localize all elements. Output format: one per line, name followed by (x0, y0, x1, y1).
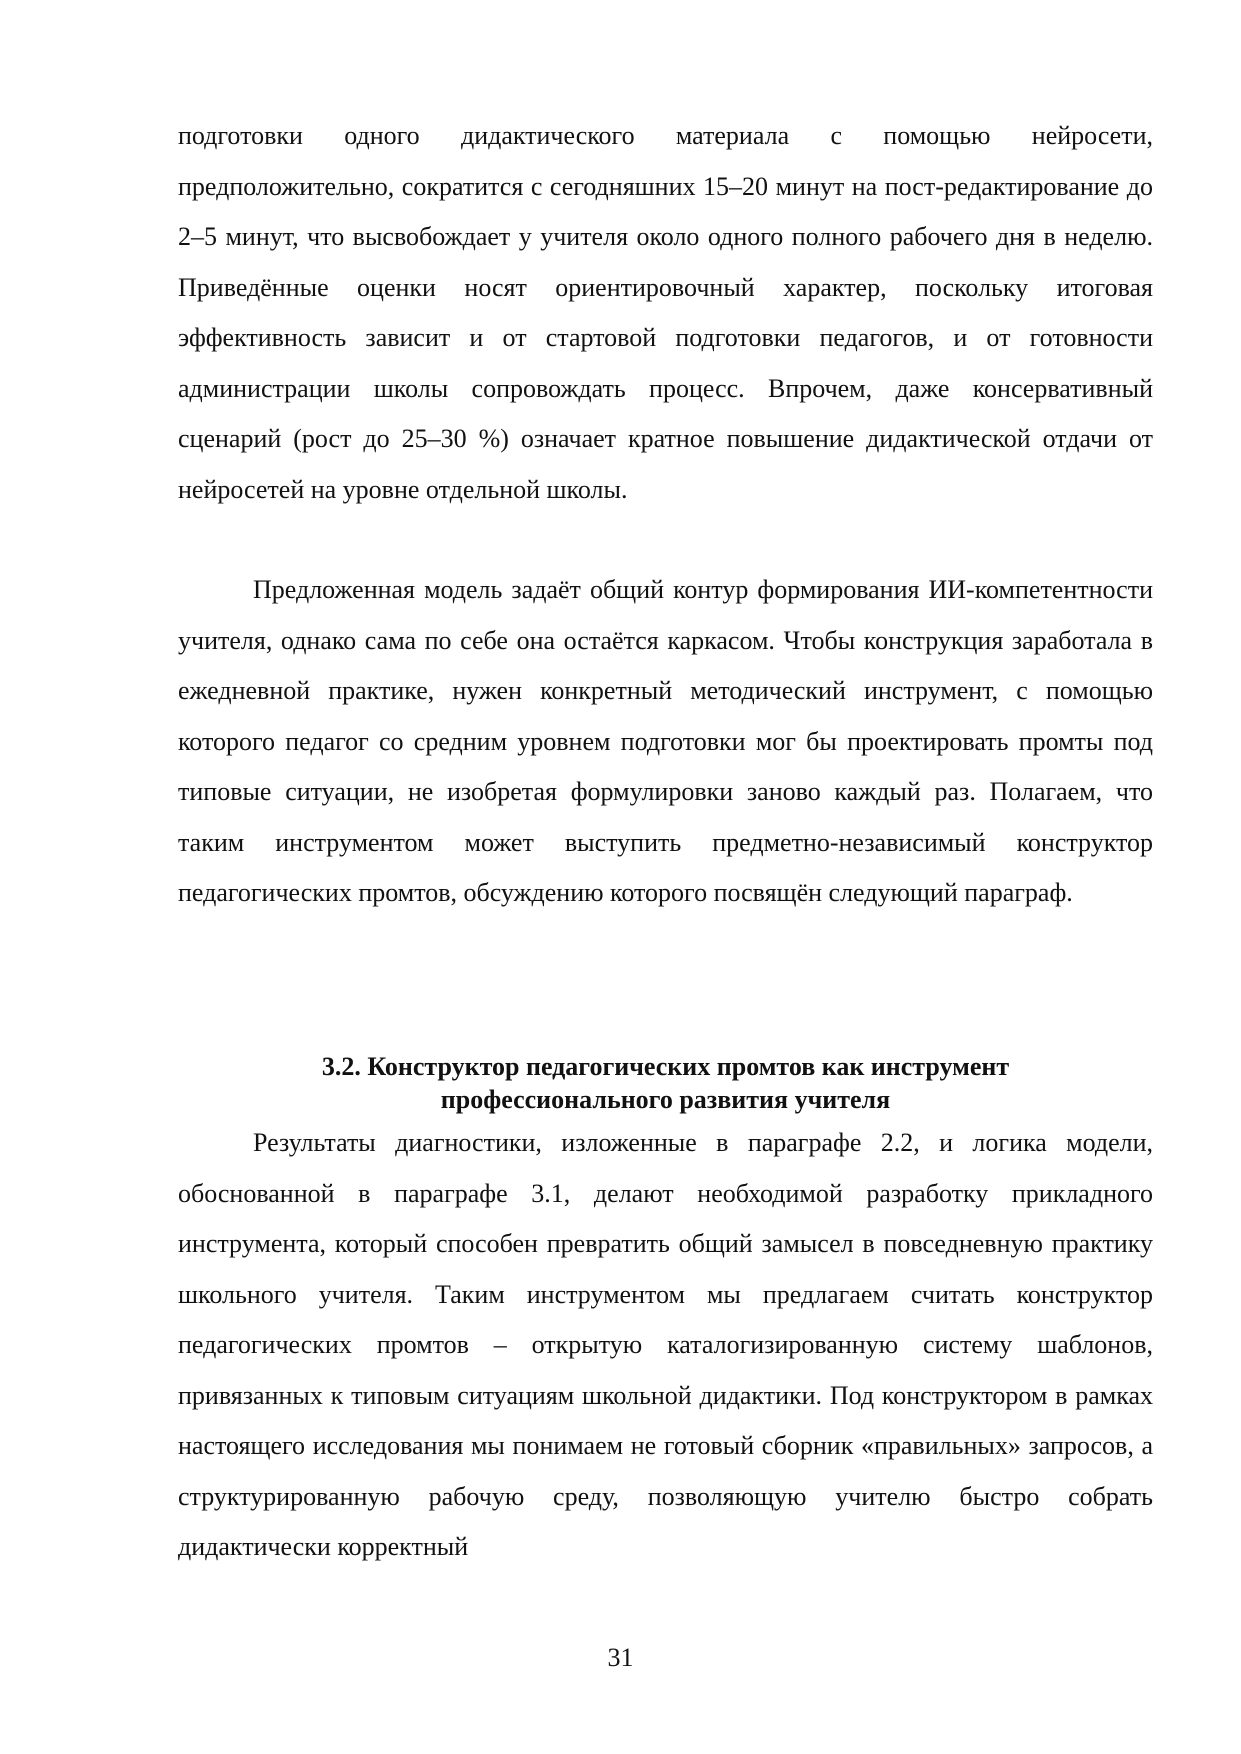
body-paragraph: Результаты диагностики, изложенные в параграфе 2.2, и логика модели, обоснованной в параграфе 3.1, делают необходимой разработку прикладного инструмента, который способен превратить общий замысел в повседневную практику школьного учителя. Таким инструментом мы предлагаем считать конструктор педагогических промтов – открытую каталогизированную систему шаблонов, привязанных к типовым ситуациям школьной дидактики. Под конструктором в рамках настоящего исследования мы понимаем не готовый сборник «правильных» запросов, а структурированную рабочую среду, позволяющую учителю быстро собрать дидактически корректный (178, 1128, 1153, 1561)
section-heading-line: профессионального развития учителя (440, 1085, 891, 1114)
page-number: 31 (607, 1643, 634, 1672)
section-heading (178, 1050, 1153, 1116)
section-heading-line: 3.2. Конструктор педагогических промтов как инструмент (321, 1052, 1010, 1081)
body-paragraph: Предложенная модель задаёт общий контур формирования ИИ-компетентности учителя, однако сама по себе она остаётся каркасом. Чтобы конструкция заработала в ежедневной практике, нужен конкретный методический инструмент, с помощью которого педагог со средним уровнем подготовки мог бы проектировать промты под типовые ситуации, не изобретая формулировки заново каждый раз. Полагаем, что таким инструментом может выступить предметно-независимый конструктор педагогических промтов, обсуждению которого посвящён следующий параграф. (178, 575, 1153, 907)
body-paragraph: подготовки одного дидактического материала с помощью нейросети, предположительно, сократится с сегодняшних 15–20 минут на пост-редактирование до 2–5 минут, что высвобождает у учителя около одного полного рабочего дня в неделю. Приведённые оценки носят ориентировочный характер, поскольку итоговая эффективность зависит и от стартовой подготовки педагогов, и от готовности администрации школы сопровождать процесс. Впрочем, даже консервативный сценарий (рост до 25–30 %) означает кратное повышение дидактической отдачи от нейросетей на уровне отдельной школы. (178, 121, 1153, 504)
